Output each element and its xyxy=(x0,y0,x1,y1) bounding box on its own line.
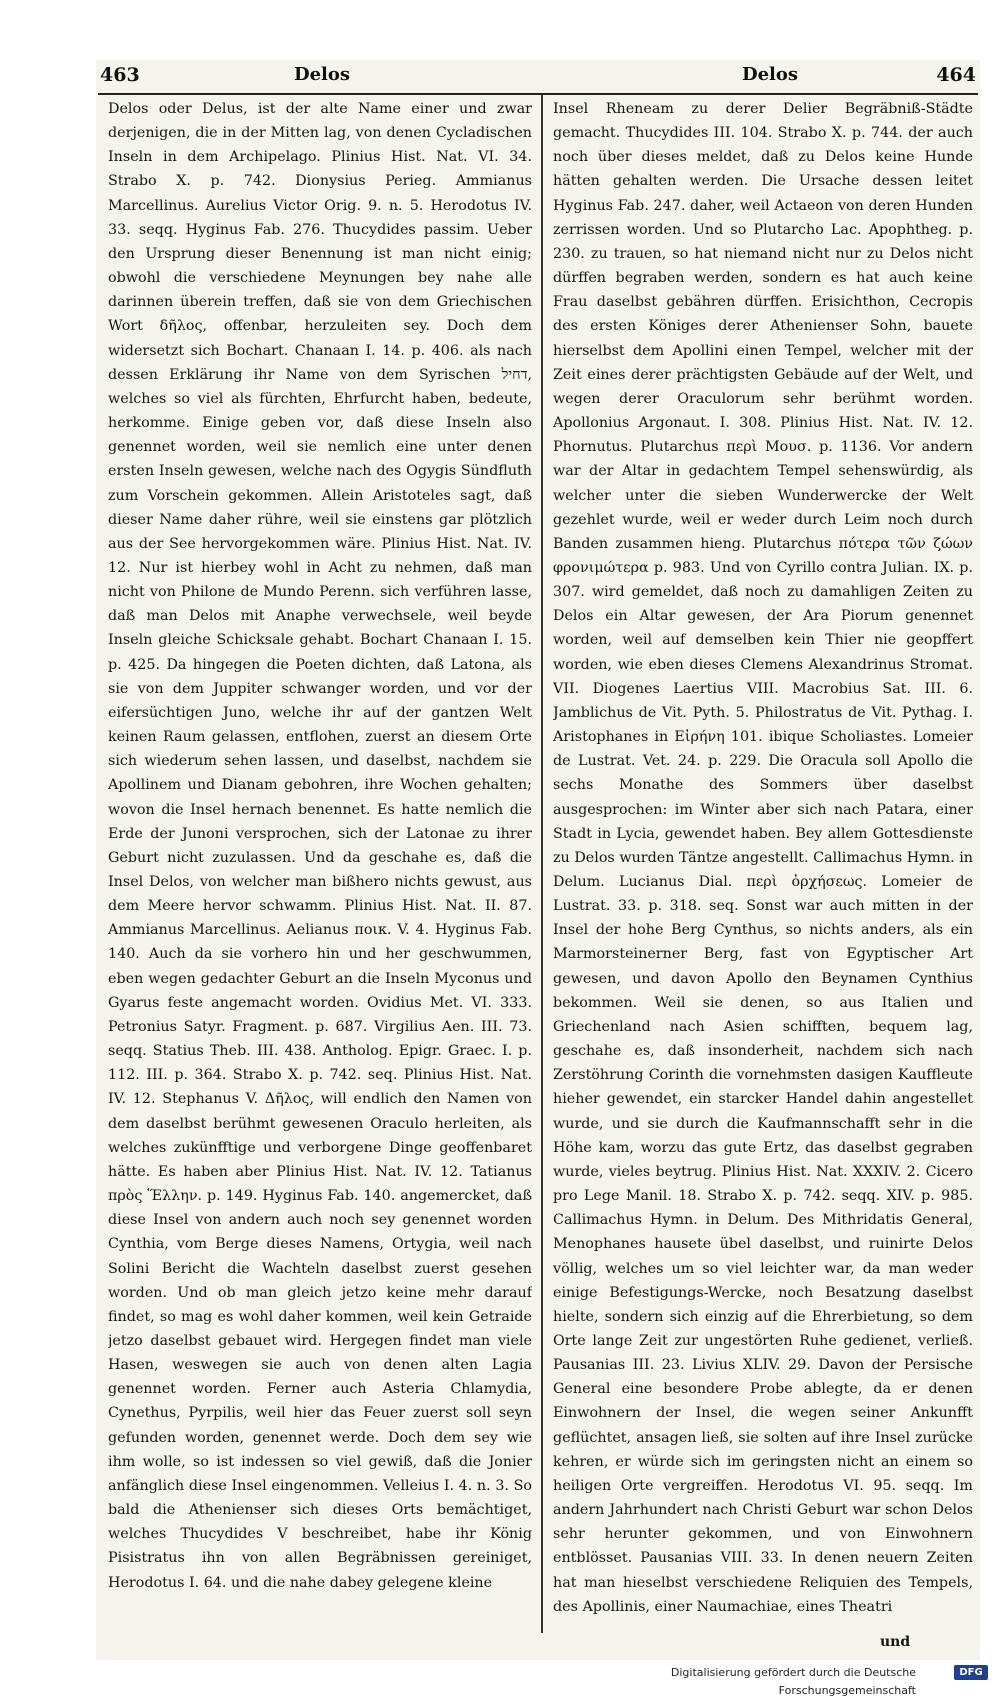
page-number-right: 464 xyxy=(936,64,976,86)
digitization-credit: Digitalisierung gefördert durch die Deutsche Forschungsgemeinschaft xyxy=(670,1666,916,1697)
left-column xyxy=(108,97,532,1632)
right-column-text: Insel Rheneam zu derer Delier Begräbniß-Städte gemacht. Thucydides III. 104. Strabo X. p. 744. der auch noch über dieses meldet, daß zu Delos keine Hunde hätten gehalten werden. Die Ursache dessen leitet Hyginus Fab. 247. daher, weil Actaeon von deren Hunden zerrissen worden. Und so Plutarcho Lac. Apophtheg. p. 230. zu trauen, so hat niemand nicht nur zu Delos nicht dürffen begraben werden, sondern es hat auch keine Frau daselbst gebähren dürffen. Erisichthon, Cecropis des ersten Königes derer Athenienser Sohn, bauete hierselbst dem Apollini einen Tempel, welcher mit der Zeit eines derer prächtigsten Gebäude auf der Welt, und wegen derer Oraculorum sehr berühmt worden. Apollonius Argonaut. I. 308. Plinius Hist. Nat. IV. 12. Phornutus. Plutarchus περὶ Μουσ. p. 1136. Vor andern war der Altar in gedachtem Tempel sehenswürdig, als welcher unter die sieben Wunderwercke der Welt gezehlet wurde, weil er weder durch Leim noch durch Banden zusammen hieng. Plutarchus πότερα τῶν ζώων φρονιμώτερα p. 983. Und von Cyrillo contra Julian. IX. p. 307. wird gemeldet, daß noch zu damahligen Zeiten zu Delos ein Altar gewesen, der Ara Piorum genennet worden, weil auf demselben kein Thier nie geopffert worden, wie eben dieses Clemens Alexandrinus Stromat. VII. Diogenes Laertius VIII. Macrobius Sat. III. 6. Jamblichus de Vit. Pyth. 5. Philostratus de Vit. Pythag. I. Aristophanes in Εἰρήνη 101. ibique Scholiastes. Lomeier de Lustrat. Vet. 24. p. 229. Die Oracula soll Apollo die sechs Monathe des Sommers über daselbst ausgesprochen: im Winter aber sich nach Patara, einer Stadt in Lycia, gewendet haben. Bey allem Gottesdienste zu Delos wurden Täntze angestellt. Callimachus Hymn. in Delum. Lucianus Dial. περὶ ὀρχήσεως. Lomeier de Lustrat. 33. p. 318. seq. Sonst war auch mitten in der Insel der hohe Berg Cynthus, so nichts anders, als ein Marmorsteinerner Berg, fast von Egyptischer Art gewesen, und davon Apollo den Beynamen Cynthius bekommen. Weil sie denen, so aus Italien und Griechenland nach Asien schifften, bequem lag, geschahe es, daß insonderheit, nachdem sich nach Zerstöhrung Corinth die vornehmsten dasigen Kauffleute hieher gewendet, ein starcker Handel dahin angestellet wurde, und sie durch die Kaufmannschafft sehr in die Höhe kam, worzu das gute Ertz, das daselbst gegraben wurde, vieles beytrug. Plinius Hist. Nat. XXXIV. 2. Cicero pro Lege Manil. 18. Strabo X. p. 742. seqq. XIV. p. 985. Callimachus Hymn. in Delum. Des Mithridatis General, Menophanes hausete übel daselbst, und ruinirte Delos völlig, welches um so viel leichter war, da man weder einige Befestigungs-Wercke, noch Besatzung daselbst hielte, sondern sich einzig auf die Ehrerbietung, so dem Orte lange Zeit zur ungestörten Ruhe gedienet, verließ. Pausanias III. 23. Livius XLIV. 29. Davon der Persische General eine besondere Probe ablegte, da er denen Einwohnern der Insel, die wegen seiner Ankunfft geflüchtet, ansagen ließ, sie solten auf ihre Insel zurücke kehren, er würde sich im geringsten nicht an einem so heiligen Orte vergreiffen. Herodotus VI. 95. seqq. Im andern Jahrhundert nach Christi Geburt war schon Delos sehr herunter gekommen, und von Einwohnern entblösset. Pausanias VIII. 33. In denen neuern Zeiten hat man hieselbst verschiedene Reliquien des Tempels, des Apollinis, einer Naumachiae, eines Theatri xyxy=(553,101,973,1615)
right-column xyxy=(553,97,973,1632)
dfg-logo: DFG xyxy=(954,1665,988,1680)
left-column-text: Delos oder Delus, ist der alte Name einer und zwar derjenigen, die in der Mitten lag, von denen Cycladischen Inseln in dem Archipelago. Plinius Hist. Nat. VI. 34. Strabo X. p. 742. Dionysius Perieg. Ammianus Marcellinus. Aurelius Victor Orig. 9. n. 5. Herodotus IV. 33. seqq. Hyginus Fab. 276. Thucydides passim. Ueber den Ursprung dieser Benennung ist man nicht einig; obwohl die verschiedene Meynungen bey nahe alle darinnen überein treffen, daß sie von dem Griechischen Wort δῆλος, offenbar, herzuleiten sey. Doch dem widersetzt sich Bochart. Chanaan I. 14. p. 406. als nach dessen Erklärung ihr Name von dem Syrischen דחיל, welches so viel als fürchten, Ehrfurcht haben, bedeute, herkomme. Einige geben vor, daß diese Inseln also genennet worden, weil sie nemlich eine unter denen ersten Inseln gewesen, welche nach des Ogygis Sündfluth zum Vorschein gekommen. Allein Aristoteles sagt, daß dieser Name daher rühre, weil sie einstens gar plötzlich aus der See hervorgekommen wäre. Plinius Hist. Nat. IV. 12. Nur ist hierbey wohl in Acht zu nehmen, daß man nicht von Philone de Mundo Perenn. sich verführen lasse, daß man Delos mit Anaphe verwechsele, weil beyde Inseln gleiche Schicksale gehabt. Bochart Chanaan I. 15. p. 425. Da hingegen die Poeten dichten, daß Latona, als sie von dem Juppiter schwanger worden, und vor der eifersüchtigen Juno, welche ihr auf der gantzen Welt keinen Raum gelassen, entflohen, zuerst an diesem Orte sich wiederum sehen lassen, und daselbst, nachdem sie Apollinem und Dianam gebohren, ihre Wochen gehalten; wovon die Insel hernach benennet. Es hatte nemlich die Erde der Junoni versprochen, sich der Latonae zu ihrer Geburt nicht zuzulassen. Und da geschahe es, daß die Insel Delos, von welcher man bißhero nichts gewust, aus dem Meere hervor schwamm. Plinius Hist. Nat. II. 87. Ammianus Marcellinus. Aelianus ποικ. V. 4. Hyginus Fab. 140. Auch da sie vorhero hin und her geschwummen, eben wegen gedachter Geburt an die Inseln Myconus und Gyarus feste angemacht worden. Ovidius Met. VI. 333. Petronius Satyr. Fragment. p. 687. Virgilius Aen. III. 73. seqq. Statius Theb. III. 438. Antholog. Epigr. Graec. I. p. 112. III. p. 364. Strabo X. p. 742. seq. Plinius Hist. Nat. IV. 12. Stephanus V. Δῆλος, will endlich den Namen von dem daselbst berühmt gewesenen Oraculo herleiten, als welches zukünfftige und verborgene Dinge geoffenbaret hätte. Es haben aber Plinius Hist. Nat. IV. 12. Tatianus πρὸς Ἕλλην. p. 149. Hyginus Fab. 140. angemercket, daß diese Insel von andern auch noch sey genennet worden Cynthia, vom Berge dieses Namens, Ortygia, weil nach Solini Bericht die Wachteln daselbst zuerst gesehen worden. Und ob man gleich jetzo keine mehr darauf findet, so mag es wohl daher kommen, weil kein Getraide jetzo daselbst gebauet wird. Hergegen findet man viele Hasen, weswegen sie auch von denen alten Lagia genennet worden. Ferner auch Asteria Chlamydia, Cynethus, Pyrpilis, weil hier das Feuer zuerst soll seyn gefunden worden, genennet werde. Doch dem sey wie ihm wolle, so ist indessen so viel gewiß, daß die Jonier anfänglich diese Insel eingenommen. Velleius I. 4. n. 3. So bald die Athenienser sich dieses Orts bemächtiget, welches Thucydides V beschreibet, habe ihr König Pisistratus ihn von allen Begräbnissen gereiniget, Herodotus I. 64. und die nahe dabey gelegene kleine xyxy=(108,101,532,1591)
running-title-left: Delos xyxy=(294,64,351,85)
column-divider xyxy=(541,95,543,1633)
page-number-left: 463 xyxy=(100,64,140,86)
running-title-right: Delos xyxy=(742,64,799,85)
header-rule xyxy=(98,93,978,95)
running-header xyxy=(96,64,980,90)
catchword: und xyxy=(880,1634,911,1650)
